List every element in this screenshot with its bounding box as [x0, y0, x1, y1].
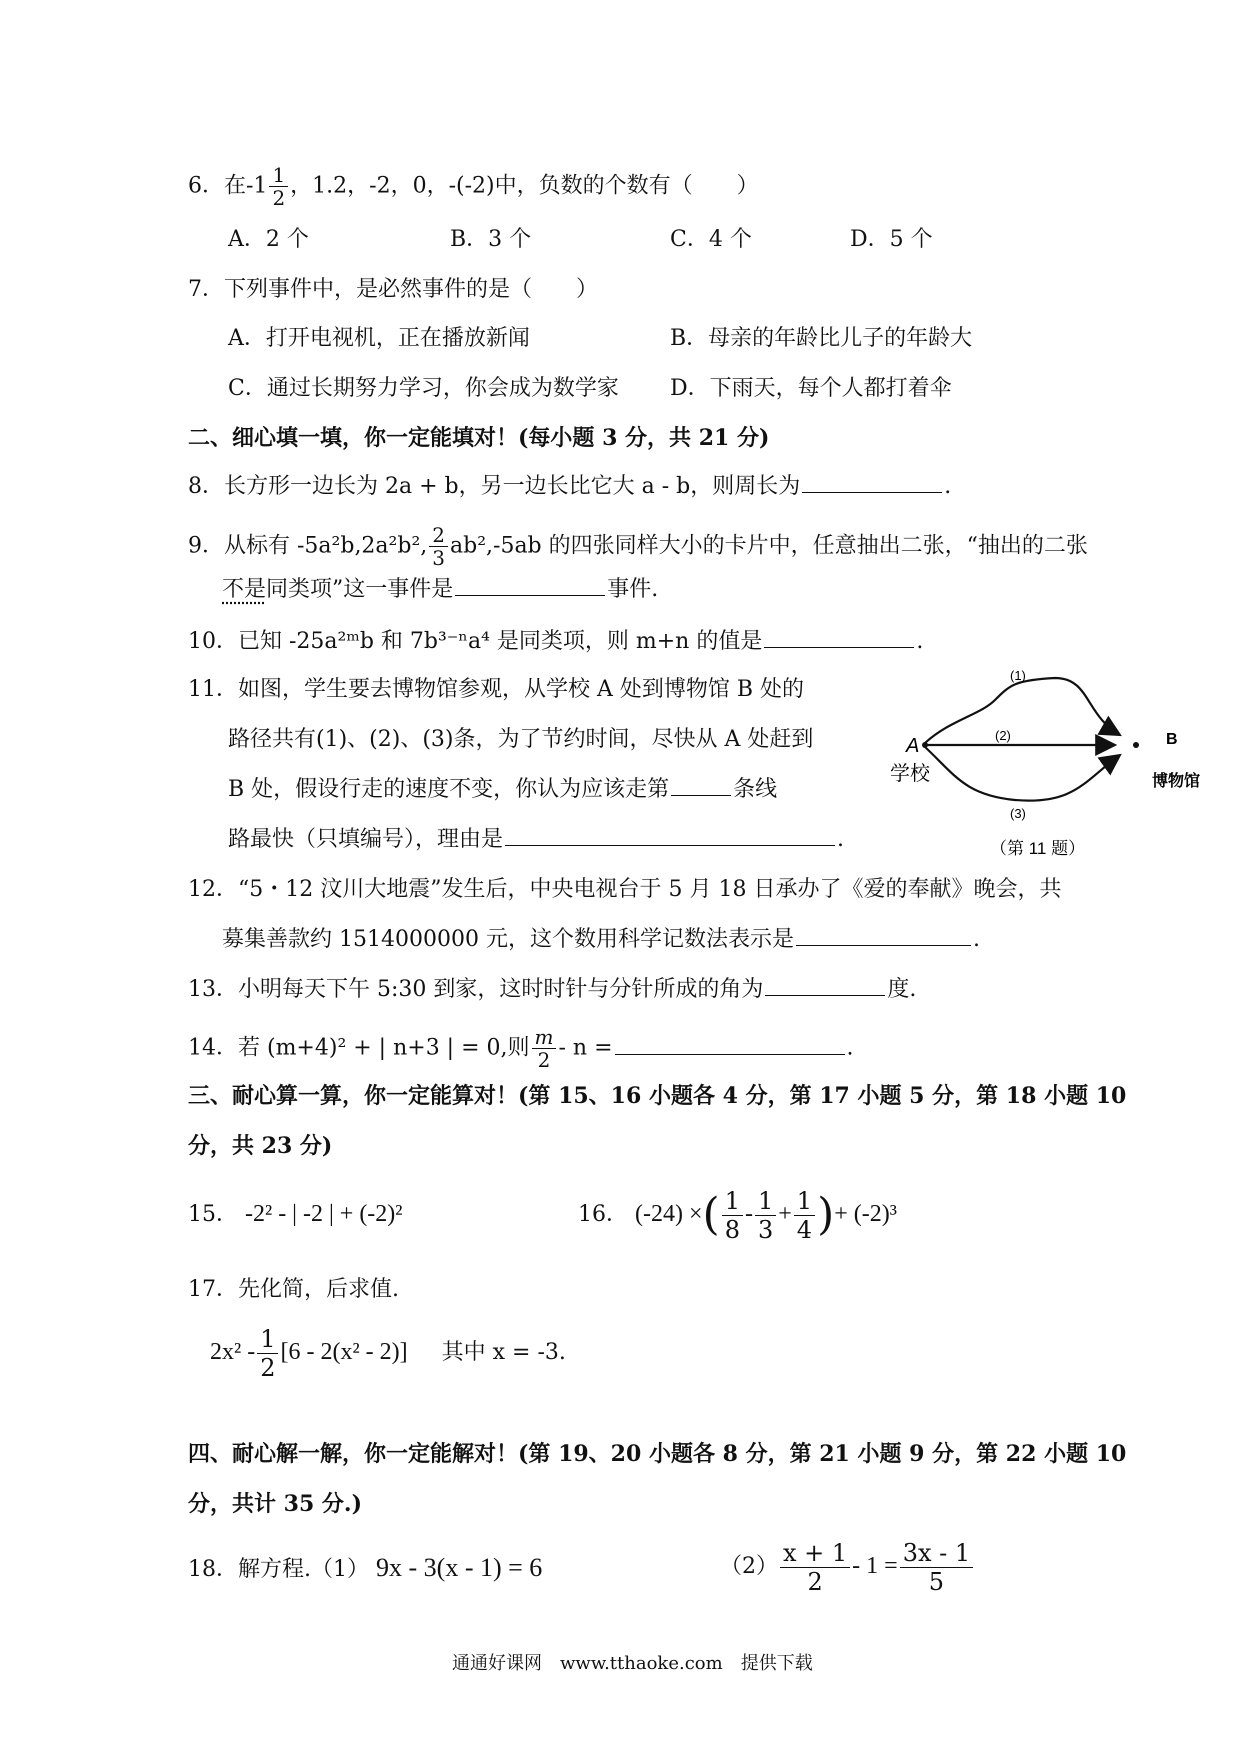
- q16-f2-num: 1: [755, 1187, 776, 1216]
- route-1-curve: [925, 678, 1120, 743]
- q11-text-4a: 路最快（只填编号），理由是: [228, 827, 504, 852]
- label-school: 学校: [890, 763, 930, 785]
- q9-text-3: 同类项”这一事件是: [266, 577, 454, 602]
- q6-frac-num: 1: [269, 164, 288, 187]
- q11-text-3b: 条线: [733, 777, 778, 802]
- question-7: 7．下列事件中，是必然事件的是（ ）: [188, 277, 598, 302]
- q17-prefix: 2x² -: [210, 1339, 256, 1365]
- q9-text-1: 9．从标有 -5a²b,2a²b²,: [188, 533, 428, 559]
- q11-end: .: [837, 827, 845, 852]
- q11-reason-blank: [505, 827, 835, 846]
- q11-line-4: [228, 826, 844, 854]
- q16-suffix: + (-2)³: [834, 1201, 897, 1227]
- q9-frac-den: 3: [432, 546, 445, 570]
- q16-right-paren: ): [817, 1189, 835, 1240]
- q14-end: .: [846, 1035, 854, 1061]
- question-10: [188, 628, 923, 656]
- q7-option-d: D．下雨天，每个人都打着伞: [670, 376, 952, 401]
- question-18-part-1: [188, 1554, 542, 1584]
- q6-rest: ，1.2，-2，0，-(-2)中，负数的个数有（ ）: [290, 173, 759, 199]
- q18-right-num: 3x - 1: [900, 1539, 973, 1568]
- q13-answer-blank: [765, 977, 885, 996]
- q8-text: 8．长方形一边长为 2a + b，另一边长比它大 a - b，则周长为: [188, 474, 801, 499]
- question-8: [188, 473, 951, 501]
- q6-option-c: C．4 个: [670, 227, 752, 252]
- section-4-title-line-2: 分，共计 35 分.): [188, 1491, 363, 1517]
- q12-line-1: 12．“5・12 汶川大地震”发生后，中央电视台于 5 月 18 日承办了《爱的奉献》晚会，共: [188, 877, 1062, 902]
- q16-left-paren: (: [702, 1189, 720, 1240]
- question-13: [188, 976, 916, 1004]
- q16-f2-den: 3: [757, 1215, 774, 1244]
- q6-prefix: 6．在: [188, 173, 246, 199]
- q14-answer-blank: [615, 1036, 845, 1055]
- label-museum: 博物馆: [1152, 773, 1201, 790]
- q9-line-2: [222, 576, 658, 604]
- q9-answer-blank: [455, 577, 605, 596]
- q6-frac-den: 2: [272, 186, 286, 210]
- q10-end: .: [916, 629, 924, 654]
- q9-frac-num: 2: [429, 524, 448, 547]
- footer-source: 通通好课网 www.tthaoke.com 提供下载: [452, 1653, 813, 1674]
- q6-fraction: [269, 164, 288, 209]
- q18-label-2: （2）: [720, 1554, 778, 1579]
- question-14: [188, 1026, 854, 1071]
- q8-end: .: [944, 474, 952, 499]
- q16-f3-den: 4: [796, 1215, 813, 1244]
- q16-label: 16．: [578, 1202, 628, 1227]
- q6-option-a: A．2 个: [228, 227, 309, 252]
- path-3-label: (3): [1010, 806, 1026, 821]
- section-3-title-line-2: 分，共 23 分): [188, 1133, 333, 1159]
- q18-right-fraction: [900, 1539, 973, 1596]
- q18-left-num: x + 1: [780, 1539, 850, 1568]
- q15-expression: -2² - | -2 | + (-2)²: [245, 1201, 403, 1227]
- q9-fraction: [429, 524, 448, 569]
- q14-fraction: [532, 1026, 557, 1071]
- q14-text-1: 14．若 (m+4)² + | n+3 | = 0,则: [188, 1035, 530, 1061]
- question-15: [188, 1200, 403, 1229]
- q11-line-1: 11．如图，学生要去博物馆参观，从学校 A 处到博物馆 B 处的: [188, 677, 805, 702]
- q12-text: 募集善款约 1514000000 元，这个数用科学记数法表示是: [222, 927, 794, 952]
- q12-line-2: [222, 926, 980, 954]
- q9-end: 事件.: [607, 577, 659, 602]
- q14-frac-den: 2: [537, 1048, 551, 1072]
- q16-frac-3: [794, 1187, 815, 1244]
- label-a: A: [906, 735, 920, 757]
- q8-answer-blank: [802, 474, 942, 493]
- q16-frac-2: [755, 1187, 776, 1244]
- q17-condition: 其中 x = -3.: [441, 1340, 566, 1365]
- q17-fraction: [257, 1325, 278, 1382]
- q9-text-2: ab²,-5ab 的四张同样大小的卡片中，任意抽出二张，“抽出的二张: [450, 533, 1088, 559]
- q12-end: .: [972, 927, 980, 952]
- q6-option-d: D．5 个: [850, 227, 933, 252]
- question-6: [188, 164, 759, 209]
- q18-equation-1: 9x - 3(x - 1) = 6: [376, 1553, 543, 1582]
- path-2-label: (2): [995, 728, 1011, 743]
- point-b: [1133, 742, 1139, 748]
- q17-frac-den: 2: [260, 1353, 276, 1382]
- label-b: B: [1166, 731, 1178, 748]
- q16-op-2: +: [778, 1201, 792, 1227]
- section-3-title-line-1: 三、耐心算一算，你一定能算对！(第 15、16 小题各 4 分，第 17 小题 5 分，第 18 小题 10: [188, 1083, 1127, 1109]
- q9-emphasis: 不是: [222, 577, 267, 602]
- q11-path-blank: [671, 777, 731, 796]
- section-2-title: 二、细心填一填，你一定能填对！(每小题 3 分，共 21 分): [188, 425, 770, 451]
- q12-answer-blank: [796, 927, 971, 946]
- q16-frac-1: [722, 1187, 743, 1244]
- q11-text-3a: B 处，假设行走的速度不变，你认为应该走第: [228, 777, 670, 802]
- q16-op-1: -: [744, 1201, 753, 1227]
- q16-f3-num: 1: [794, 1187, 815, 1216]
- q10-answer-blank: [764, 629, 914, 648]
- q16-prefix: (-24) ×: [635, 1201, 703, 1227]
- q6-option-b: B．3 个: [450, 227, 532, 252]
- q11-line-2: 路径共有(1)、(2)、(3)条，为了节约时间，尽快从 A 处赶到: [228, 727, 814, 752]
- question-16: [578, 1186, 897, 1244]
- q7-option-a: A．打开电视机，正在播放新闻: [228, 326, 530, 351]
- q18-label: 18．解方程.（1）: [188, 1557, 369, 1582]
- q17-body: [6 - 2(x² - 2)]: [280, 1339, 408, 1365]
- q11-route-diagram: [870, 660, 1210, 860]
- q11-line-3: [228, 776, 777, 804]
- q7-option-b: B．母亲的年龄比儿子的年龄大: [670, 326, 973, 351]
- path-1-label: (1): [1010, 668, 1026, 683]
- q16-f1-den: 8: [724, 1215, 740, 1244]
- q18-right-den: 5: [928, 1567, 945, 1596]
- q15-label: 15．: [188, 1202, 238, 1227]
- q18-left-den: 2: [807, 1567, 823, 1596]
- question-17: 17．先化简，后求值.: [188, 1277, 399, 1302]
- q13-text: 13．小明每天下午 5:30 到家，这时时针与分针所成的角为: [188, 977, 764, 1002]
- section-4-title-line-1: 四、耐心解一解，你一定能解对！(第 19、20 小题各 8 分，第 21 小题 9 分，第 22 小题 10: [188, 1441, 1127, 1467]
- q18-left-fraction: [780, 1539, 850, 1596]
- q17-expression: [210, 1322, 566, 1383]
- q6-mixed-int: -1: [246, 173, 268, 199]
- route-3-curve: [925, 747, 1120, 801]
- q14-frac-num: m: [532, 1026, 557, 1049]
- q13-end: 度.: [887, 977, 917, 1002]
- q18-mid: - 1 =: [852, 1553, 898, 1579]
- q17-frac-num: 1: [257, 1325, 278, 1354]
- question-18-part-2: [720, 1530, 975, 1603]
- q7-option-c: C．通过长期努力学习，你会成为数学家: [228, 376, 619, 401]
- figure-caption: （第 11 题）: [990, 839, 1086, 858]
- question-9: [188, 524, 1088, 569]
- point-a: [922, 742, 928, 748]
- q10-text: 10．已知 -25a²ᵐb 和 7b³⁻ⁿa⁴ 是同类项，则 m+n 的值是: [188, 629, 763, 654]
- q14-text-2: - n =: [558, 1035, 613, 1061]
- q16-f1-num: 1: [722, 1187, 743, 1216]
